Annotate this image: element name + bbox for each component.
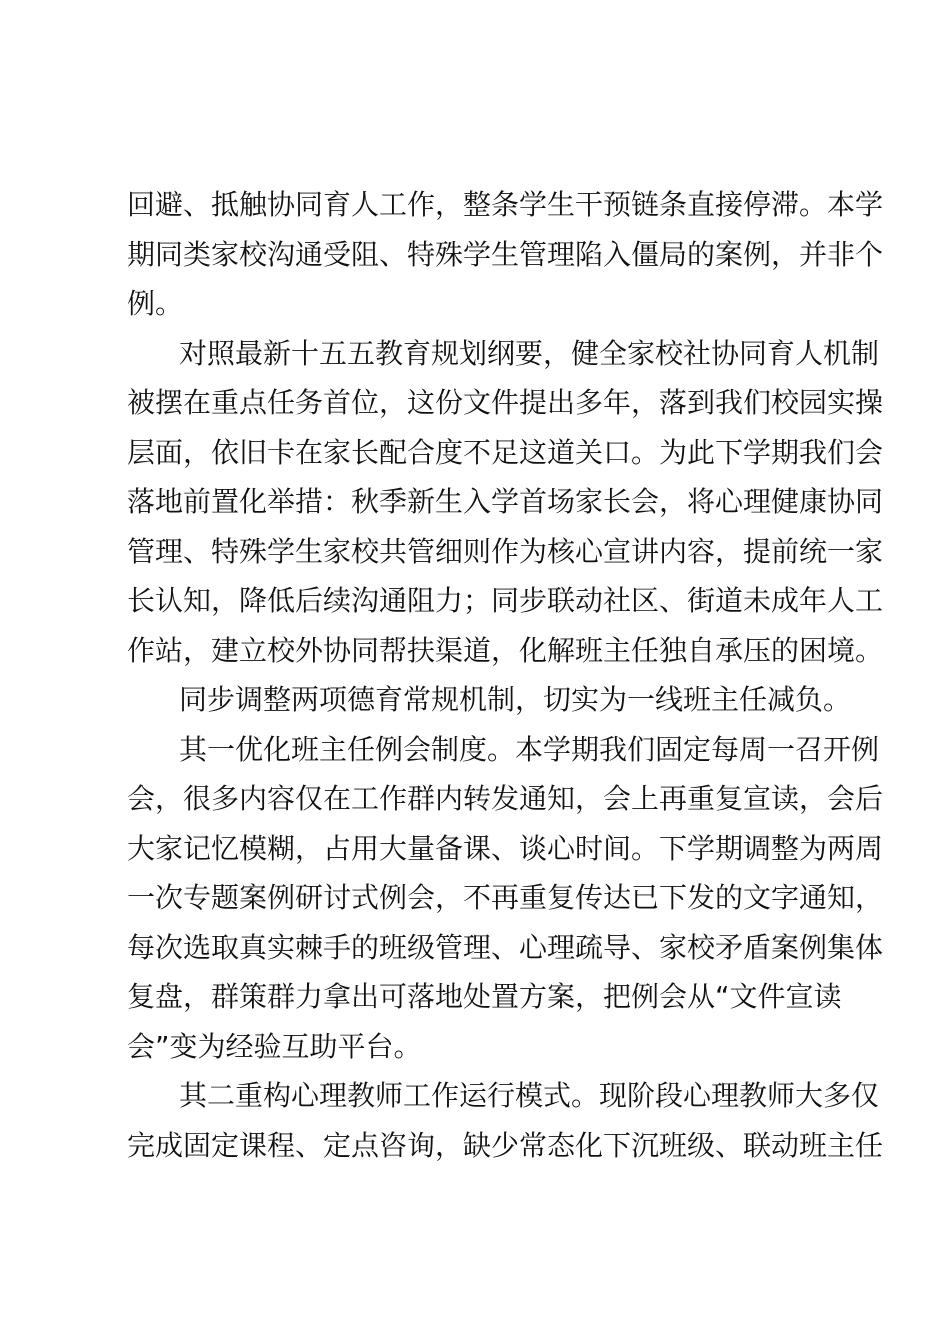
text-line: 其二重构心理教师工作运行模式。现阶段心理教师大多仅 [179, 1079, 880, 1112]
text-line: 长认知，降低后续沟通阻力；同步联动社区、街道未成年人工 [127, 584, 884, 617]
paragraph [127, 1071, 884, 1170]
text-line: 被摆在重点任务首位，这份文件提出多年，落到我们校园实操 [127, 386, 884, 419]
text-line: 一次专题案例研讨式例会，不再重复传达已下发的文字通知， [127, 881, 884, 914]
text-line: 大家记忆模糊，占用大量备课、谈心时间。下学期调整为两周 [127, 831, 884, 865]
text-line: 回避、抵触协同育人工作，整条学生干预链条直接停滞。本学 [127, 188, 884, 221]
text-line: 落地前置化举措：秋季新生入学首场家长会，将心理健康协同 [127, 485, 884, 518]
text-line: 复盘，群策群力拿出可落地处置方案，把例会从“文件宣读 [127, 980, 842, 1013]
paragraph [127, 180, 884, 329]
text-line: 同步调整两项德育常规机制，切实为一线班主任减负。 [179, 683, 852, 716]
text-line: 期同类家校沟通受阻、特殊学生管理陷入僵局的案例，并非个 [127, 237, 884, 271]
body-text [127, 180, 884, 1170]
text-line: 管理、特殊学生家校共管细则作为核心宣讲内容，提前统一家 [127, 534, 884, 568]
text-line: 会，很多内容仅在工作群内转发通知，会上再重复宣读，会后 [127, 782, 884, 815]
text-line: 对照最新十五五教育规划纲要，健全家校社协同育人机制 [179, 336, 880, 370]
text-line: 层面，依旧卡在家长配合度不足这道关口。为此下学期我们会 [127, 435, 884, 469]
text-line: 会”变为经验互助平台。 [127, 1029, 422, 1063]
paragraph [127, 725, 884, 1072]
text-line: 作站，建立校外协同帮扶渠道，化解班主任独自承压的困境。 [127, 633, 884, 667]
paragraph [127, 329, 884, 676]
text-line: 每次选取真实棘手的班级管理、心理疏导、家校矛盾案例集体 [127, 930, 884, 964]
text-line: 例。 [127, 287, 184, 320]
paragraph [127, 675, 852, 725]
text-line: 其一优化班主任例会制度。本学期我们固定每周一召开例 [179, 732, 880, 766]
text-line: 完成固定课程、定点咨询，缺少常态化下沉班级、联动班主任 [127, 1128, 884, 1162]
